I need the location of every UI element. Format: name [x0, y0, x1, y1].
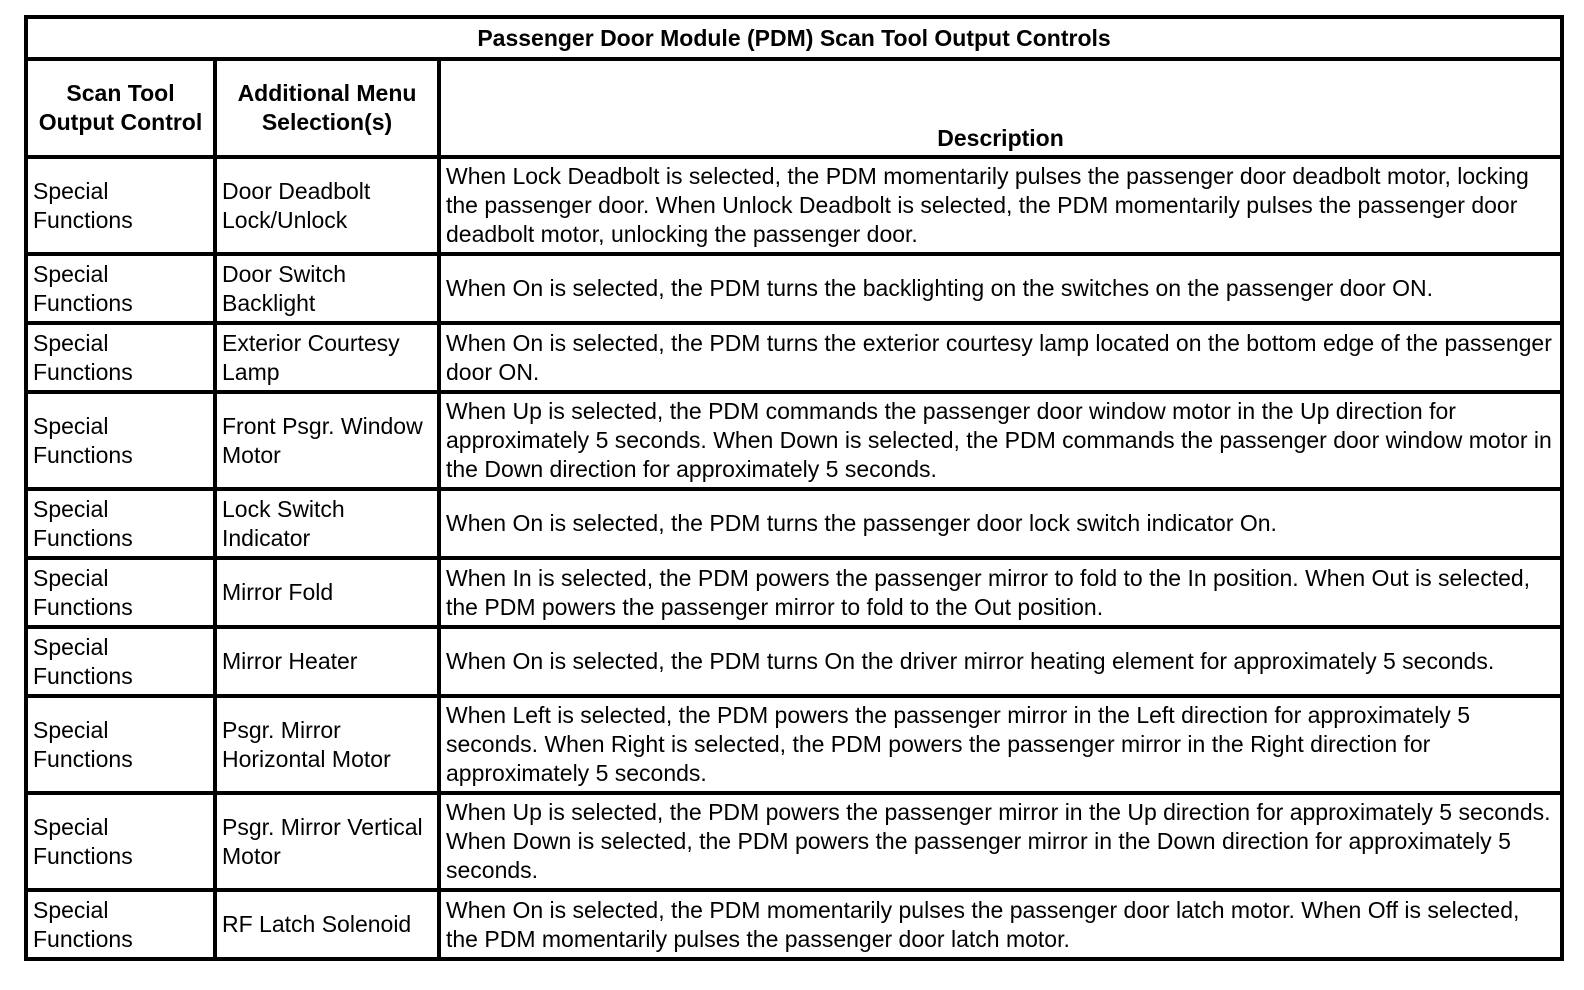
output-control-cell: Special Functions: [26, 489, 215, 558]
menu-selection-cell: Psgr. Mirror Vertical Motor: [215, 793, 439, 890]
output-control-cell: Special Functions: [26, 323, 215, 392]
table-row: [26, 254, 1562, 323]
header-row: [26, 59, 1562, 157]
menu-selection-cell: RF Latch Solenoid: [215, 890, 439, 959]
output-control-cell: Special Functions: [26, 254, 215, 323]
description-cell: When On is selected, the PDM turns the passenger door lock switch indicator On.: [439, 489, 1562, 558]
header-output-control: Scan Tool Output Control: [26, 59, 215, 157]
output-control-cell: Special Functions: [26, 627, 215, 696]
output-control-cell: Special Functions: [26, 558, 215, 627]
table-row: [26, 627, 1562, 696]
menu-selection-cell: Lock Switch Indicator: [215, 489, 439, 558]
description-cell: When On is selected, the PDM turns On the driver mirror heating element for approximately 5 seconds.: [439, 627, 1562, 696]
output-control-cell: Special Functions: [26, 890, 215, 959]
output-control-cell: Special Functions: [26, 793, 215, 890]
table-title: Passenger Door Module (PDM) Scan Tool Output Controls: [26, 17, 1562, 59]
menu-selection-cell: Door Deadbolt Lock/Unlock: [215, 157, 439, 254]
description-cell: When Left is selected, the PDM powers the passenger mirror in the Left direction for approximately 5 seconds. When Right is selected, the PDM powers the passenger mirror in the Right direction for approximately 5 seconds.: [439, 696, 1562, 793]
table-row: [26, 558, 1562, 627]
output-control-cell: Special Functions: [26, 392, 215, 489]
table-row: [26, 489, 1562, 558]
table-row: [26, 696, 1562, 793]
menu-selection-cell: Door Switch Backlight: [215, 254, 439, 323]
header-menu-selection: Additional Menu Selection(s): [215, 59, 439, 157]
description-cell: When On is selected, the PDM momentarily pulses the passenger door latch motor. When Off is selected, the PDM momentarily pulses the passenger door latch motor.: [439, 890, 1562, 959]
table-row: [26, 157, 1562, 254]
table-row: [26, 793, 1562, 890]
description-cell: When Up is selected, the PDM commands the passenger door window motor in the Up direction for approximately 5 seconds. When Down is selected, the PDM commands the passenger door window motor in the Down direction for approximately 5 seconds.: [439, 392, 1562, 489]
output-control-cell: Special Functions: [26, 157, 215, 254]
menu-selection-cell: Mirror Heater: [215, 627, 439, 696]
header-description: Description: [439, 59, 1562, 157]
description-cell: When Lock Deadbolt is selected, the PDM momentarily pulses the passenger door deadbolt motor, locking the passenger door. When Unlock Deadbolt is selected, the PDM momentarily pulses the passenger door deadbolt motor, unlocking the passenger door.: [439, 157, 1562, 254]
pdm-output-controls-table: [24, 15, 1564, 961]
output-control-cell: Special Functions: [26, 696, 215, 793]
table-row: [26, 890, 1562, 959]
table-row: [26, 323, 1562, 392]
menu-selection-cell: Mirror Fold: [215, 558, 439, 627]
menu-selection-cell: Psgr. Mirror Horizontal Motor: [215, 696, 439, 793]
description-cell: When On is selected, the PDM turns the backlighting on the switches on the passenger door ON.: [439, 254, 1562, 323]
description-cell: When Up is selected, the PDM powers the passenger mirror in the Up direction for approximately 5 seconds. When Down is selected, the PDM powers the passenger mirror in the Down direction for approximately 5 seconds.: [439, 793, 1562, 890]
description-cell: When In is selected, the PDM powers the passenger mirror to fold to the In position. When Out is selected, the PDM powers the passenger mirror to fold to the Out position.: [439, 558, 1562, 627]
menu-selection-cell: Front Psgr. Window Motor: [215, 392, 439, 489]
menu-selection-cell: Exterior Courtesy Lamp: [215, 323, 439, 392]
description-cell: When On is selected, the PDM turns the exterior courtesy lamp located on the bottom edge of the passenger door ON.: [439, 323, 1562, 392]
table-row: [26, 392, 1562, 489]
title-row: [26, 17, 1562, 59]
